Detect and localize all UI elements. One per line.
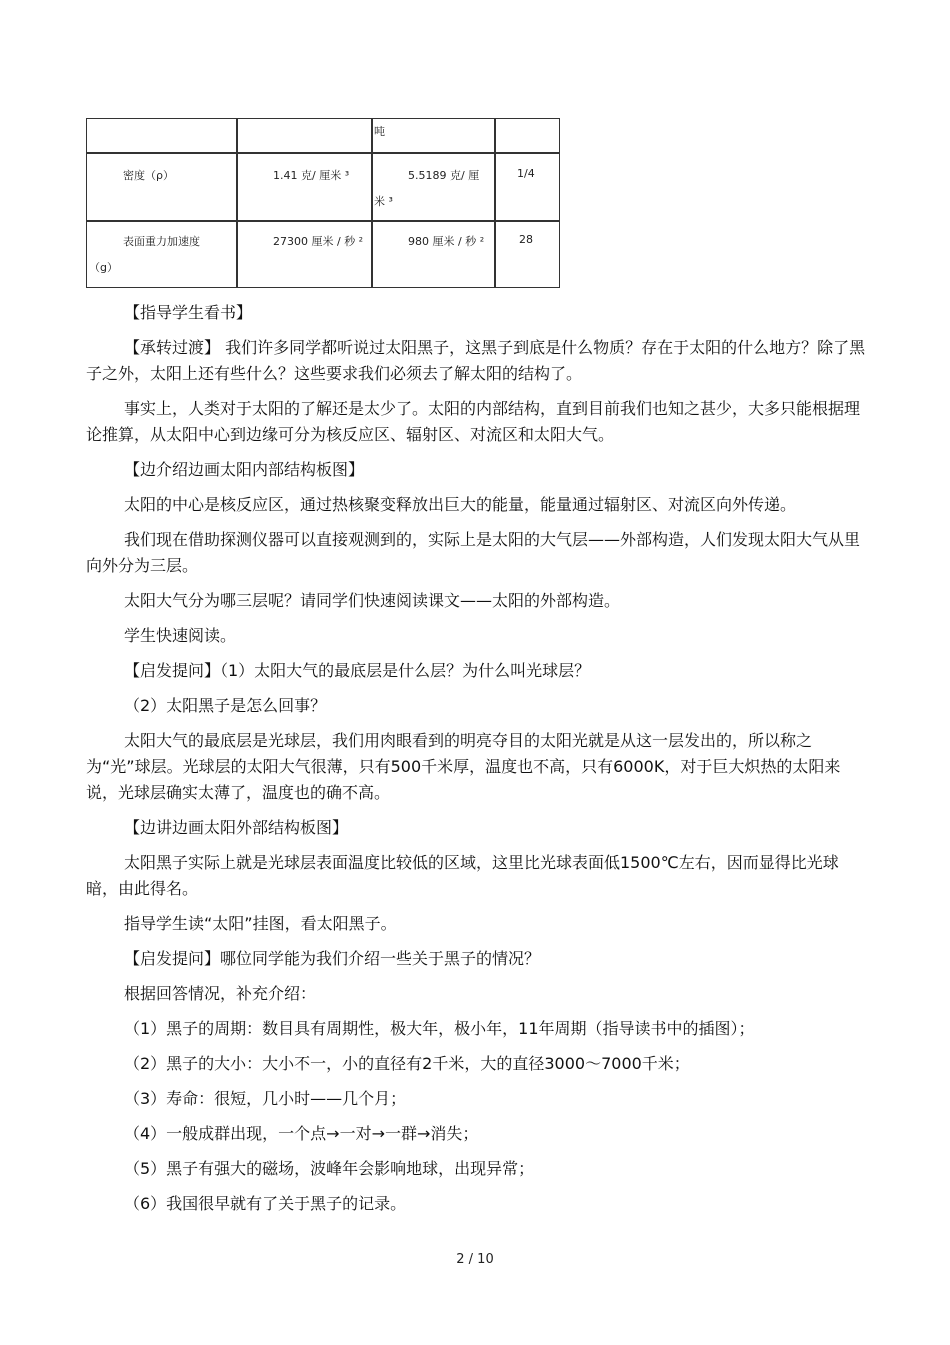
table-cell bbox=[494, 118, 560, 154]
table-cell-gravity-label bbox=[86, 220, 238, 288]
list-item: （2）黑子的大小：大小不一，小的直径有2千米，大的直径3000～7000千米； bbox=[124, 1054, 690, 1073]
table-cell-earth-density bbox=[371, 152, 496, 222]
table-cell-text: 1.41 克/ 厘米 ³ bbox=[273, 169, 350, 182]
table-cell-sun-density bbox=[236, 152, 373, 222]
paragraph: 太阳黑子实际上就是光球层表面温度比较低的区域，这里比光球表面低1500℃左右，因而显得比光球暗，由此得名。 bbox=[86, 853, 839, 898]
paragraph: 【指导学生看书】 bbox=[124, 303, 253, 322]
list-item: （3）寿命：很短，几小时——几个月； bbox=[124, 1089, 407, 1108]
table-cell-density-ratio bbox=[494, 152, 560, 222]
paragraph: 【边讲边画太阳外部结构板图】 bbox=[124, 818, 349, 837]
table-cell-density-label bbox=[86, 152, 238, 222]
paragraph: 事实上，人类对于太阳的了解还是太少了。太阳的内部结构，直到目前我们也知之甚少，大多只能根据理论推算，从太阳中心到边缘可分为核反应区、辐射区、对流区和太阳大气。 bbox=[86, 399, 861, 444]
document-body bbox=[86, 300, 866, 1217]
table-cell-text: （g） bbox=[89, 261, 118, 274]
paragraph: 太阳的中心是核反应区，通过热核聚变释放出巨大的能量，能量通过辐射区、对流区向外传递。 bbox=[124, 495, 797, 514]
table-cell bbox=[86, 118, 238, 154]
table-cell-text: 1/4 bbox=[517, 167, 535, 180]
table-cell-text: 吨 bbox=[374, 125, 385, 138]
table-cell-text: 密度（ρ） bbox=[123, 169, 174, 182]
table-cell-text: 28 bbox=[519, 233, 533, 246]
planet-comparison-table bbox=[86, 118, 560, 288]
paragraph: 学生快速阅读。 bbox=[124, 626, 237, 645]
paragraph: 根据回答情况，补充介绍： bbox=[124, 984, 317, 1003]
table-cell-sun-gravity bbox=[236, 220, 373, 288]
list-item: （6）我国很早就有了关于黑子的记录。 bbox=[124, 1194, 407, 1213]
table-cell-text: 980 厘米 / 秒 ² bbox=[408, 235, 485, 248]
paragraph: 【启发提问】哪位同学能为我们介绍一些关于黑子的情况？ bbox=[124, 949, 541, 968]
table-cell-earth-gravity bbox=[371, 220, 496, 288]
paragraph: 太阳大气的最底层是光球层，我们用肉眼看到的明亮夺目的太阳光就是从这一层发出的，所以称之为“光”球层。光球层的太阳大气很薄，只有500千米厚，温度也不高，只有6000K，对于巨大炽热的太阳来说，光球层确实太薄了，温度也的确不高。 bbox=[86, 731, 841, 802]
table-cell-gravity-ratio bbox=[494, 220, 560, 288]
list-item: （4）一般成群出现，一个点→一对→一群→消失； bbox=[124, 1124, 479, 1143]
list-item: （1）黑子的周期：数目具有周期性，极大年，极小年，11年周期（指导读书中的插图）； bbox=[124, 1019, 755, 1038]
paragraph: 【承转过渡】 我们许多同学都听说过太阳黑子，这黑子到底是什么物质？存在于太阳的什么地方？除了黑子之外，太阳上还有些什么？这些要求我们必须去了解太阳的结构了。 bbox=[86, 338, 866, 383]
table-cell bbox=[371, 118, 496, 154]
paragraph: 【边介绍边画太阳内部结构板图】 bbox=[124, 460, 365, 479]
page-number: 2 / 10 bbox=[456, 1252, 494, 1267]
paragraph: 【启发提问】（1）太阳大气的最底层是什么层？为什么叫光球层？ bbox=[124, 661, 591, 680]
table-cell bbox=[236, 118, 373, 154]
paragraph: 太阳大气分为哪三层呢？请同学们快速阅读课文——太阳的外部构造。 bbox=[124, 591, 621, 610]
table-cell-text: 5.5189 克/ 厘 bbox=[408, 169, 480, 182]
table-cell-text: 27300 厘米 / 秒 ² bbox=[273, 235, 364, 248]
paragraph: 指导学生读“太阳”挂图，看太阳黑子。 bbox=[124, 914, 397, 933]
table-cell-text: 表面重力加速度 bbox=[123, 235, 200, 248]
list-item: （5）黑子有强大的磁场，波峰年会影响地球，出现异常； bbox=[124, 1159, 535, 1178]
table-cell-text: 米 ³ bbox=[374, 195, 393, 208]
paragraph: （2）太阳黑子是怎么回事？ bbox=[124, 696, 327, 715]
paragraph: 我们现在借助探测仪器可以直接观测到的，实际上是太阳的大气层——外部构造，人们发现太阳大气从里向外分为三层。 bbox=[86, 530, 861, 575]
